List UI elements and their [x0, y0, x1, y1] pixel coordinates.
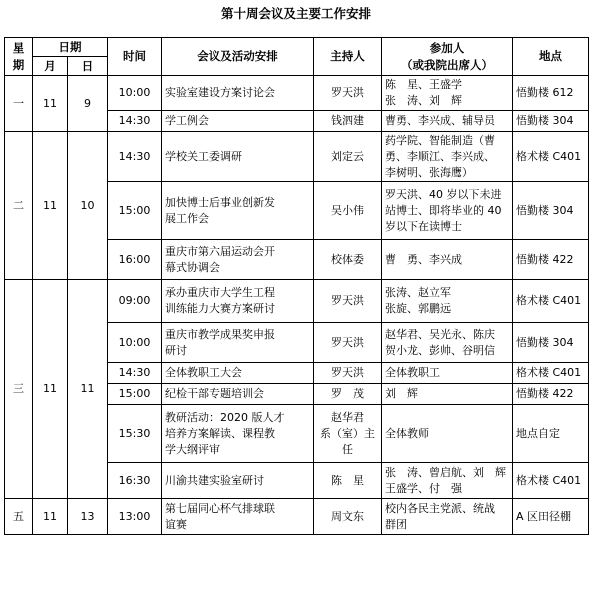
- time-cell: 16:30: [108, 463, 162, 499]
- agenda-cell: 学工例会: [162, 111, 314, 132]
- time-cell: 15:00: [108, 384, 162, 405]
- weekday-cell: 一: [5, 76, 33, 132]
- host-cell: 罗天洪: [314, 280, 382, 323]
- agenda-cell: 重庆市教学成果奖申报 研讨: [162, 323, 314, 363]
- host-cell: 吴小伟: [314, 182, 382, 240]
- attendees-cell: 全体教职工: [382, 363, 513, 384]
- header-day: 日: [68, 57, 108, 76]
- attendees-cell: 全体教师: [382, 405, 513, 463]
- time-cell: 13:00: [108, 499, 162, 535]
- time-cell: 09:00: [108, 280, 162, 323]
- host-cell: 罗天洪: [314, 323, 382, 363]
- day-cell: 13: [68, 499, 108, 535]
- host-cell: 刘定云: [314, 132, 382, 182]
- month-cell: 11: [33, 499, 68, 535]
- month-cell: 11: [33, 280, 68, 499]
- header-agenda: 会议及活动安排: [162, 38, 314, 76]
- attendees-cell: 罗天洪、40 岁以下未进 站博士、即将毕业的 40 岁以下在读博士: [382, 182, 513, 240]
- host-cell: 校体委: [314, 240, 382, 280]
- header-date: 日期: [33, 38, 108, 57]
- time-cell: 10:00: [108, 323, 162, 363]
- weekday-cell: 三: [5, 280, 33, 499]
- host-cell: 赵华君 系（室）主任: [314, 405, 382, 463]
- month-cell: 11: [33, 132, 68, 280]
- host-cell: 罗天洪: [314, 363, 382, 384]
- weekday-cell: 二: [5, 132, 33, 280]
- host-cell: 陈 星: [314, 463, 382, 499]
- table-row: [5, 132, 589, 182]
- agenda-cell: 学校关工委调研: [162, 132, 314, 182]
- schedule-table: [4, 37, 589, 535]
- attendees-cell: 张 涛、曾启航、刘 辉 王盛学、付 强: [382, 463, 513, 499]
- header-host: 主持人: [314, 38, 382, 76]
- host-cell: 周文东: [314, 499, 382, 535]
- agenda-cell: 全体教职工大会: [162, 363, 314, 384]
- agenda-cell: 重庆市第六届运动会开 幕式协调会: [162, 240, 314, 280]
- location-cell: 悟勤楼 304: [513, 182, 589, 240]
- location-cell: A 区田径棚: [513, 499, 589, 535]
- header-time: 时间: [108, 38, 162, 76]
- location-cell: 悟勤楼 422: [513, 240, 589, 280]
- attendees-cell: 张涛、赵立军 张旋、郭鹏远: [382, 280, 513, 323]
- location-cell: 悟勤楼 304: [513, 323, 589, 363]
- agenda-cell: 加快博士后事业创新发 展工作会: [162, 182, 314, 240]
- agenda-cell: 第七届同心杯气排球联 谊赛: [162, 499, 314, 535]
- attendees-cell: 药学院、智能制造（曹 勇、李顺江、李兴成、 李树明、张海鹰）: [382, 132, 513, 182]
- agenda-cell: 川渝共建实验室研讨: [162, 463, 314, 499]
- attendees-cell: 赵华君、吴光永、陈庆 贺小龙、彭帅、谷明信: [382, 323, 513, 363]
- attendees-cell: 校内各民主党派、统战 群团: [382, 499, 513, 535]
- day-cell: 11: [68, 280, 108, 499]
- host-cell: 罗 茂: [314, 384, 382, 405]
- table-row: [5, 499, 589, 535]
- time-cell: 14:30: [108, 363, 162, 384]
- header-location: 地点: [513, 38, 589, 76]
- time-cell: 15:00: [108, 182, 162, 240]
- table-row: [5, 76, 589, 111]
- location-cell: 格术楼 C401: [513, 463, 589, 499]
- location-cell: 悟勤楼 612: [513, 76, 589, 111]
- day-cell: 9: [68, 76, 108, 132]
- header-month: 月: [33, 57, 68, 76]
- time-cell: 14:30: [108, 111, 162, 132]
- location-cell: 格术楼 C401: [513, 280, 589, 323]
- day-cell: 10: [68, 132, 108, 280]
- attendees-cell: 曹 勇、李兴成: [382, 240, 513, 280]
- attendees-cell: 曹勇、李兴成、辅导员: [382, 111, 513, 132]
- month-cell: 11: [33, 76, 68, 132]
- agenda-cell: 实验室建设方案讨论会: [162, 76, 314, 111]
- attendees-cell: 陈 星、王盛学 张 涛、刘 辉: [382, 76, 513, 111]
- time-cell: 15:30: [108, 405, 162, 463]
- location-cell: 悟勤楼 304: [513, 111, 589, 132]
- weekday-cell: 五: [5, 499, 33, 535]
- header-row-1: [5, 38, 589, 57]
- time-cell: 14:30: [108, 132, 162, 182]
- location-cell: 格术楼 C401: [513, 363, 589, 384]
- header-attendees: 参加人 （或我院出席人）: [382, 38, 513, 76]
- location-cell: 地点自定: [513, 405, 589, 463]
- attendees-cell: 刘 辉: [382, 384, 513, 405]
- agenda-cell: 承办重庆市大学生工程 训练能力大赛方案研讨: [162, 280, 314, 323]
- host-cell: 钱泗建: [314, 111, 382, 132]
- location-cell: 格术楼 C401: [513, 132, 589, 182]
- time-cell: 16:00: [108, 240, 162, 280]
- agenda-cell: 教研活动：2020 版人才 培养方案解读、课程教 学大纲评审: [162, 405, 314, 463]
- page-title: 第十周会议及主要工作安排: [220, 6, 371, 21]
- table-row: [5, 280, 589, 323]
- host-cell: 罗天洪: [314, 76, 382, 111]
- agenda-cell: 纪检干部专题培训会: [162, 384, 314, 405]
- header-weekday: 星 期: [5, 38, 33, 76]
- location-cell: 悟勤楼 422: [513, 384, 589, 405]
- time-cell: 10:00: [108, 76, 162, 111]
